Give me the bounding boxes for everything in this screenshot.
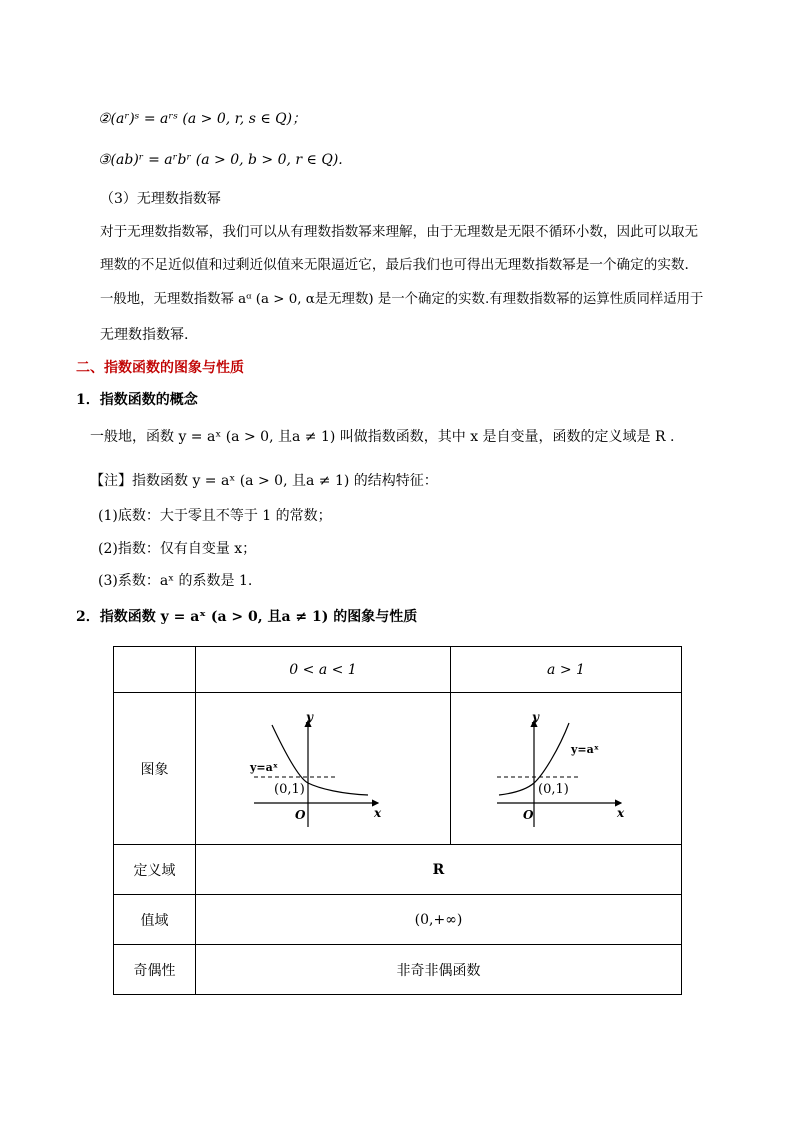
y-axis-label: y — [532, 709, 539, 724]
table-row-graph — [114, 693, 682, 845]
subsection-2-heading: 2．指数函数 y = aˣ (a > 0, 且a ≠ 1) 的图象与性质 — [76, 609, 418, 625]
subsection-1-heading: 1．指数函数的概念 — [76, 392, 198, 408]
table-row-range — [114, 895, 682, 945]
row-label-graph: 图象 — [114, 693, 196, 845]
row-label-range: 值域 — [114, 895, 196, 945]
curve-label: y=aˣ — [571, 742, 599, 756]
table-header-row — [114, 647, 682, 693]
header-case-a-less-1: 0 < a < 1 — [196, 647, 451, 693]
x-axis-label: x — [374, 805, 382, 820]
point-label: (0,1) — [274, 781, 305, 797]
row-label-domain: 定义域 — [114, 845, 196, 895]
parity-value: 非奇非偶函数 — [196, 945, 682, 995]
point-label: (0,1) — [538, 781, 569, 797]
increasing-exponential-graph — [491, 709, 641, 829]
section-3-para1-line2: 理数的不足近似值和过剩近似值来无限逼近它，最后我们也可得出无理数指数幂是一个确定的实数. — [100, 257, 689, 273]
section-3-para2-line1: 一般地，无理数指数幂 aᵅ (a > 0, α是无理数) 是一个确定的实数.有理数指数幂的运算性质同样适用于 — [100, 292, 704, 307]
origin-label: O — [295, 807, 306, 822]
rule-2: ②(aʳ)ˢ = aʳˢ (a > 0, r, s ∈ Q)； — [98, 111, 307, 127]
table-row-parity — [114, 945, 682, 995]
feature-coefficient: (3)系数：aˣ 的系数是 1. — [98, 573, 253, 589]
header-case-a-greater-1: a > 1 — [451, 647, 682, 693]
range-value: (0,+∞) — [196, 895, 682, 945]
definition-text: 一般地，函数 y = aˣ (a > 0, 且a ≠ 1) 叫做指数函数，其中 x 是自变量，函数的定义域是 R . — [90, 429, 675, 445]
rule-3: ③(ab)ʳ = aʳbʳ (a > 0, b > 0, r ∈ Q). — [98, 152, 343, 168]
curve-label: y=aˣ — [250, 760, 278, 774]
graph-cell-decreasing — [196, 693, 451, 845]
table-row-domain — [114, 845, 682, 895]
y-axis-label: y — [306, 709, 313, 724]
section-3-para1-line1: 对于无理数指数幂，我们可以从有理数指数幂来理解，由于无理数是无限不循环小数，因此可以取无 — [100, 224, 699, 240]
decreasing-exponential-graph — [248, 709, 398, 829]
section-3-para2-line2: 无理数指数幂. — [100, 327, 189, 343]
empty-corner-cell — [114, 647, 196, 693]
part-2-heading: 二、指数函数的图象与性质 — [76, 360, 244, 376]
domain-value: R — [196, 845, 682, 895]
graph-cell-increasing — [451, 693, 682, 845]
exponential-properties-table — [113, 646, 682, 995]
feature-base: (1)底数：大于零且不等于 1 的常数； — [98, 508, 332, 524]
x-axis-label: x — [617, 805, 625, 820]
note-text: 【注】指数函数 y = aˣ (a > 0, 且a ≠ 1) 的结构特征： — [90, 473, 438, 489]
row-label-parity: 奇偶性 — [114, 945, 196, 995]
origin-label: O — [523, 807, 534, 822]
feature-exponent: (2)指数：仅有自变量 x； — [98, 541, 257, 557]
section-3-title: （3）无理数指数幂 — [100, 191, 221, 207]
